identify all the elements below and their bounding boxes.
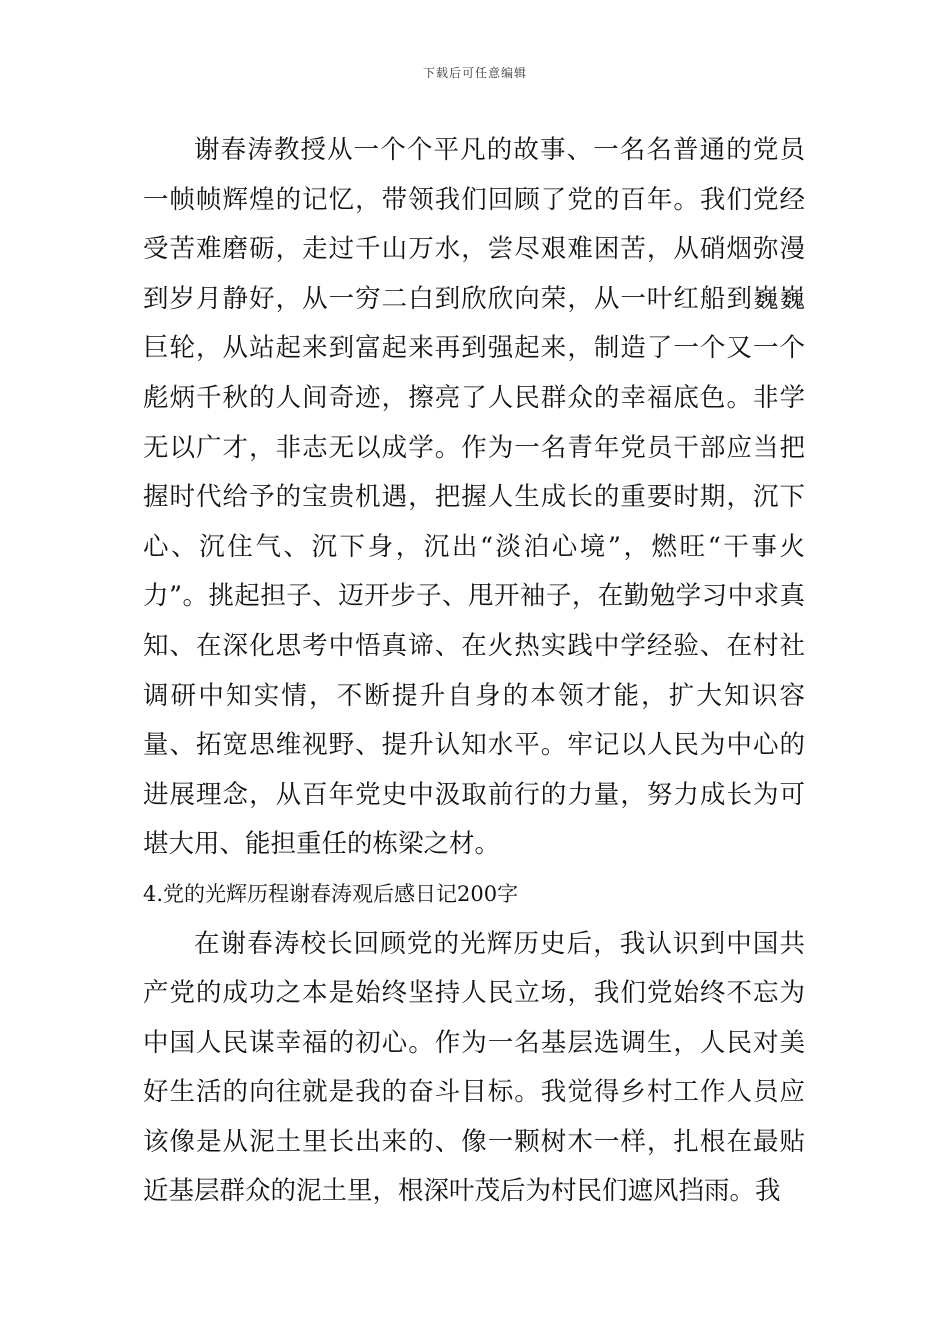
document-body	[143, 126, 805, 1217]
section-heading: 4.党的光辉历程谢春涛观后感日记200字	[143, 881, 519, 906]
body-paragraph-1: 谢春涛教授从一个个平凡的故事、一名名普通的党员一帧帧辉煌的记忆，带领我们回顾了党的百年。我们党经受苦难磨砺，走过千山万水，尝尽艰难困苦，从硝烟弥漫到岁月静好，从一穷二白到欣欣向荣，从一叶红船到巍巍巨轮，从站起来到富起来再到强起来，制造了一个又一个彪炳千秋的人间奇迹，擦亮了人民群众的幸福底色。非学无以广才，非志无以成学。作为一名青年党员干部应当把握时代给予的宝贵机遇，把握人生成长的重要时期，沉下心、沉住气、沉下身，沉出“淡泊心境”，燃旺“干事火力”。挑起担子、迈开步子、甩开袖子，在勤勉学习中求真知、在深化思考中悟真谛、在火热实践中学经验、在村社调研中知实情，不断提升自身的本领才能，扩大知识容量、拓宽思维视野、提升认知水平。牢记以人民为中心的进展理念，从百年党史中汲取前行的力量，努力成长为可堪大用、能担重任的栋梁之材。	[143, 135, 805, 860]
header-note: 下载后可任意编辑	[422, 66, 527, 80]
body-paragraph-2: 在谢春涛校长回顾党的光辉历史后，我认识到中国共产党的成功之本是始终坚持人民立场，我们党始终不忘为中国人民谋幸福的初心。作为一名基层选调生，人民对美好生活的向往就是我的奋斗目标。我觉得乡村工作人员应该像是从泥土里长出来的、像一颗树木一样，扎根在最贴近基层群众的泥土里，根深叶茂后为村民们遮风挡雨。我	[143, 928, 805, 1207]
